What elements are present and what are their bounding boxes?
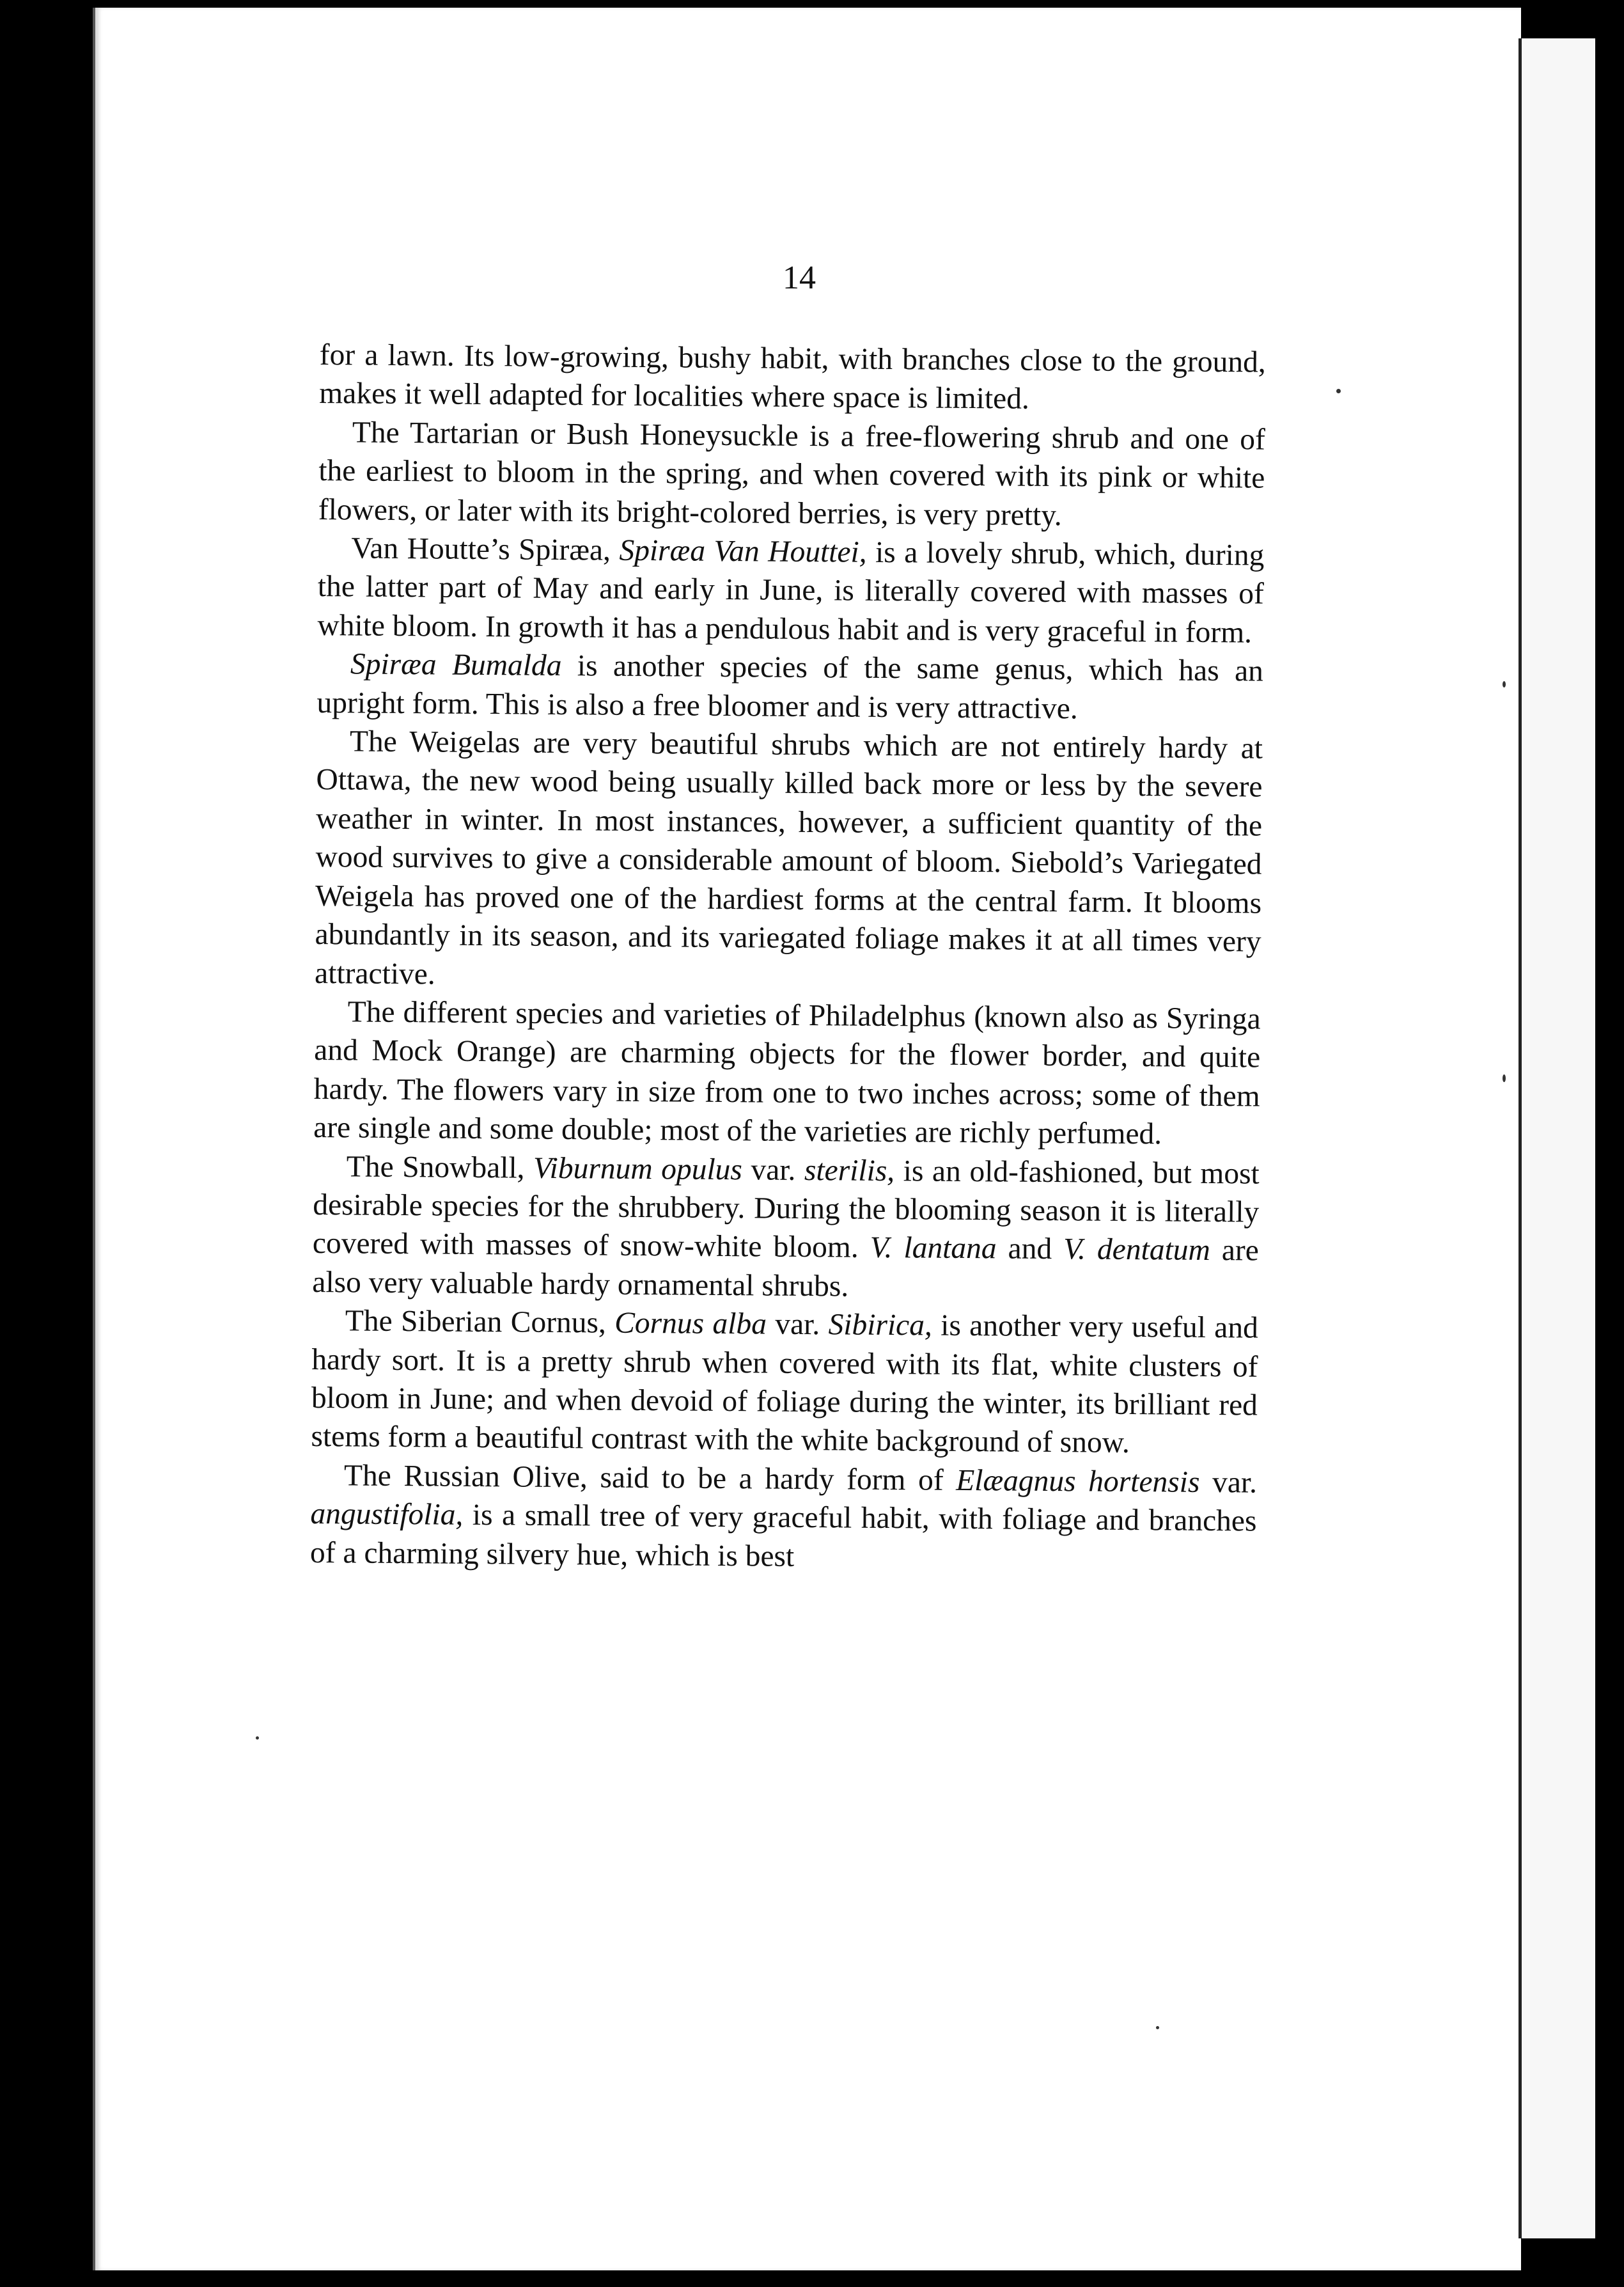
page-number: 14	[783, 260, 816, 296]
scan-speck	[256, 1736, 259, 1740]
text-run: is a lovely shrub, which, during the latter part of May and early in June, is literally covered with masses of white bloom. In growth it has a pendulous habit and is very graceful in form.	[317, 535, 1265, 650]
paragraph	[317, 529, 1264, 652]
text-run: var.	[1199, 1465, 1258, 1500]
italic-text: V. dentatum	[1063, 1232, 1211, 1268]
italic-text: Viburnum opulus	[533, 1151, 743, 1186]
text-run: The Tartarian or Bush Honeysuckle is a free-flowering shrub and one of the earliest to bloom in the spring, and when covered with its pink or white flowers, or later with its bright-colored berries, is very pretty.	[318, 416, 1265, 532]
italic-text: angustifolia,	[310, 1497, 464, 1532]
text-run: Van Houtte’s Spiræa,	[351, 531, 620, 567]
italic-text: Spiræa Bumalda	[350, 647, 562, 683]
text-run: var.	[742, 1152, 805, 1187]
text-run: is another species of the same genus, which has an upright form. This is also a free bloomer and is very attractive.	[316, 649, 1264, 725]
text-run: The Russian Olive, said to be a hardy form of	[343, 1459, 956, 1497]
text-run: var.	[766, 1307, 829, 1342]
text-run: The Snowball,	[346, 1149, 534, 1185]
text-run: The Weigelas are very beautiful shrubs which are not entirely hardy at Ottawa, the new wood being usually killed back more or less by the severe weather in winter. In most instances, however, a sufficient quantity of the wood survives to give a considerable amount of bloom. Siebold’s Variegated Weigela has proved one of the hardiest forms at the central farm. It blooms abundantly in its season, and its variegated foliage makes it at all times very attractive.	[314, 725, 1263, 991]
text-run: for a lawn. Its low-growing, bushy habit, with branches close to the ground, makes it well adapted for localities where space is limited.	[319, 338, 1266, 416]
italic-text: Cornus alba	[614, 1306, 767, 1341]
italic-text: V. lantana	[870, 1231, 997, 1266]
italic-text: Spiræa Van Houttei,	[619, 533, 867, 569]
body-text	[310, 336, 1266, 1580]
scan-speck	[1503, 681, 1506, 688]
text-run: are also very valuable hardy ornamental shrubs.	[312, 1234, 1260, 1303]
paragraph	[313, 993, 1261, 1154]
italic-text: Sibirica,	[828, 1308, 933, 1342]
next-page-edge	[1519, 38, 1595, 2238]
paragraph	[318, 413, 1265, 537]
paragraph	[311, 1301, 1258, 1463]
italic-text: Elæagnus hortensis	[956, 1463, 1200, 1499]
scan-speck	[1156, 2026, 1159, 2029]
text-run: is an old-fashioned, but most desirable species for the shrubbery. During the blooming season it is literally covered with masses of snow-white bloom.	[312, 1154, 1260, 1265]
text-run: is another very useful and hardy sort. It is a pretty shrub when covered with its flat, white clusters of bloom in June; and when devoid of foliage during the winter, its brilliant red stems form a beautiful contrast with the white background of snow.	[311, 1309, 1259, 1460]
paragraph	[316, 645, 1263, 729]
text-run: The different species and varieties of Philadelphus (known also as Syringa and Mock Orange) are charming objects for the flower border, and quite hardy. The flowers vary in size from one to two inches across; some of them are single and some double; most of the varieties are richly perfumed.	[313, 995, 1261, 1151]
text-run: is a small tree of very graceful habit, with foliage and branches of a charming silvery hue, which is best	[309, 1498, 1257, 1573]
italic-text: sterilis,	[804, 1153, 895, 1188]
text-run: and	[996, 1232, 1064, 1266]
scan-speck	[1503, 1074, 1506, 1082]
text-run: The Siberian Cornus,	[345, 1304, 615, 1340]
paragraph	[310, 1456, 1257, 1580]
paragraph	[319, 336, 1266, 420]
scan-speck	[1336, 389, 1341, 393]
paragraph	[312, 1147, 1260, 1309]
paragraph	[315, 722, 1263, 1000]
